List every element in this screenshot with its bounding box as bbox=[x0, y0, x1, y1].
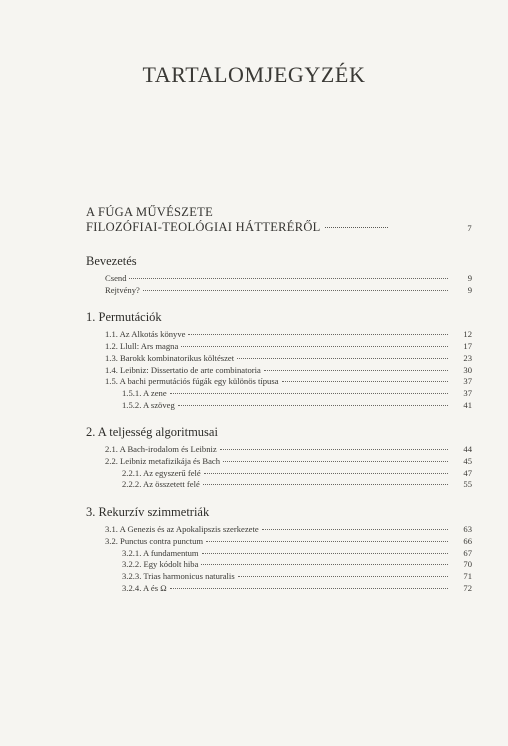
dot-leader bbox=[282, 381, 448, 382]
toc-entry-page: 17 bbox=[463, 341, 472, 352]
toc-entry bbox=[86, 365, 472, 377]
toc-subentry bbox=[86, 388, 472, 400]
toc-entry-page: 37 bbox=[463, 387, 472, 398]
page-title: TARTALOMJEGYZÉK bbox=[142, 62, 366, 87]
dot-leader bbox=[129, 278, 448, 279]
toc-entry-page: 41 bbox=[463, 399, 472, 410]
dot-leader bbox=[325, 227, 389, 228]
toc-entry-page: 67 bbox=[463, 547, 472, 558]
part-title-line-2: FILOZÓFIAI-TEOLÓGIAI HÁTTERÉRŐL bbox=[86, 220, 321, 234]
dot-leader bbox=[178, 405, 448, 406]
toc-entry-page: 23 bbox=[463, 352, 472, 363]
toc-entry-label: 2.2.2. Az összetett felé bbox=[122, 479, 200, 490]
toc-entry-page: 47 bbox=[463, 467, 472, 478]
part-title-line-1: A FÚGA MŰVÉSZETE bbox=[86, 205, 214, 219]
toc-entry-label: 1.2. Llull: Ars magna bbox=[105, 341, 179, 352]
toc-entry bbox=[86, 341, 472, 353]
dot-leader bbox=[201, 564, 448, 565]
dot-leader bbox=[220, 449, 448, 450]
toc-subentry bbox=[86, 583, 472, 595]
toc-subentry bbox=[86, 400, 472, 412]
toc-entry-label: 2.1. A Bach-irodalom és Leibniz bbox=[105, 444, 217, 455]
toc-entry-label: 3.2. Punctus contra punctum bbox=[105, 535, 204, 546]
toc-entry bbox=[86, 273, 472, 285]
part-title-row bbox=[86, 220, 472, 236]
toc-entry-label: 2.2. Leibniz metafizikája és Bach bbox=[105, 456, 221, 467]
toc-entry-page: 12 bbox=[463, 329, 472, 340]
toc-entry-page: 70 bbox=[463, 559, 472, 570]
section-heading-permutations: 1. Permutációk bbox=[86, 310, 162, 325]
toc-entry-label: 1.5.1. A zene bbox=[122, 387, 167, 398]
dot-leader bbox=[204, 473, 448, 474]
table-of-contents bbox=[86, 205, 472, 594]
toc-entry-page: 71 bbox=[463, 570, 472, 581]
toc-entry-label: 1.5. A bachi permutációs fúgák egy különös típusa bbox=[105, 376, 279, 387]
part-page-number: 7 bbox=[467, 223, 473, 233]
toc-entry-page: 63 bbox=[463, 524, 472, 535]
toc-entry-page: 30 bbox=[463, 364, 472, 375]
dot-leader bbox=[206, 541, 448, 542]
toc-entry-label: 1.5.2. A szöveg bbox=[122, 399, 175, 410]
section-heading-recursive-symmetries: 3. Rekurzív szimmetriák bbox=[86, 505, 210, 520]
dot-leader bbox=[237, 358, 448, 359]
dot-leader bbox=[203, 484, 448, 485]
toc-entry-label: 2.2.1. Az egyszerű felé bbox=[122, 467, 201, 478]
dot-leader bbox=[188, 334, 448, 335]
toc-subentry bbox=[86, 468, 472, 480]
toc-entry bbox=[86, 353, 472, 365]
toc-entry-label: 1.1. Az Alkotás könyve bbox=[105, 329, 186, 340]
dot-leader bbox=[143, 290, 448, 291]
dot-leader bbox=[264, 370, 448, 371]
toc-entry bbox=[86, 456, 472, 468]
section-heading-algorithms: 2. A teljesség algoritmusai bbox=[86, 425, 218, 440]
dot-leader bbox=[262, 529, 448, 530]
toc-entry-label: 1.4. Leibniz: Dissertatio de arte combinatoria bbox=[105, 364, 261, 375]
toc-subentry bbox=[86, 479, 472, 491]
section-heading-introduction: Bevezetés bbox=[86, 254, 137, 268]
toc-entry bbox=[86, 285, 472, 297]
toc-entry-page: 55 bbox=[463, 479, 472, 490]
dot-leader bbox=[202, 553, 448, 554]
toc-entry bbox=[86, 329, 472, 341]
dot-leader bbox=[170, 588, 448, 589]
toc-entry-page: 44 bbox=[463, 444, 472, 455]
dot-leader bbox=[170, 393, 448, 394]
toc-entry-label: 3.2.2. Egy kódolt hiba bbox=[122, 559, 199, 570]
toc-entry-page: 45 bbox=[463, 456, 472, 467]
toc-entry-label: 3.2.1. A fundamentum bbox=[122, 547, 199, 558]
toc-subentry bbox=[86, 548, 472, 560]
dot-leader bbox=[223, 461, 448, 462]
toc-entry-page: 66 bbox=[463, 535, 472, 546]
toc-entry-label: Csend bbox=[105, 273, 127, 283]
toc-entry bbox=[86, 524, 472, 536]
toc-subentry bbox=[86, 559, 472, 571]
toc-entry-label: Rejtvény? bbox=[105, 284, 140, 295]
dot-leader bbox=[238, 576, 448, 577]
toc-entry bbox=[86, 376, 472, 388]
toc-entry-label: 3.2.4. A és Ω bbox=[122, 582, 167, 593]
toc-entry-label: 3.2.3. Trias harmonicus naturalis bbox=[122, 570, 235, 581]
dot-leader bbox=[181, 346, 448, 347]
toc-entry bbox=[86, 536, 472, 548]
toc-entry-page: 9 bbox=[467, 273, 472, 283]
toc-entry bbox=[86, 444, 472, 456]
toc-entry-label: 1.3. Barokk kombinatorikus költészet bbox=[105, 352, 235, 363]
toc-subentry bbox=[86, 571, 472, 583]
toc-entry-label: 3.1. A Genezis és az Apokalipszis szerkezete bbox=[105, 524, 259, 535]
toc-entry-page: 9 bbox=[467, 284, 472, 295]
toc-entry-page: 72 bbox=[463, 582, 472, 593]
toc-entry-page: 37 bbox=[463, 376, 472, 387]
